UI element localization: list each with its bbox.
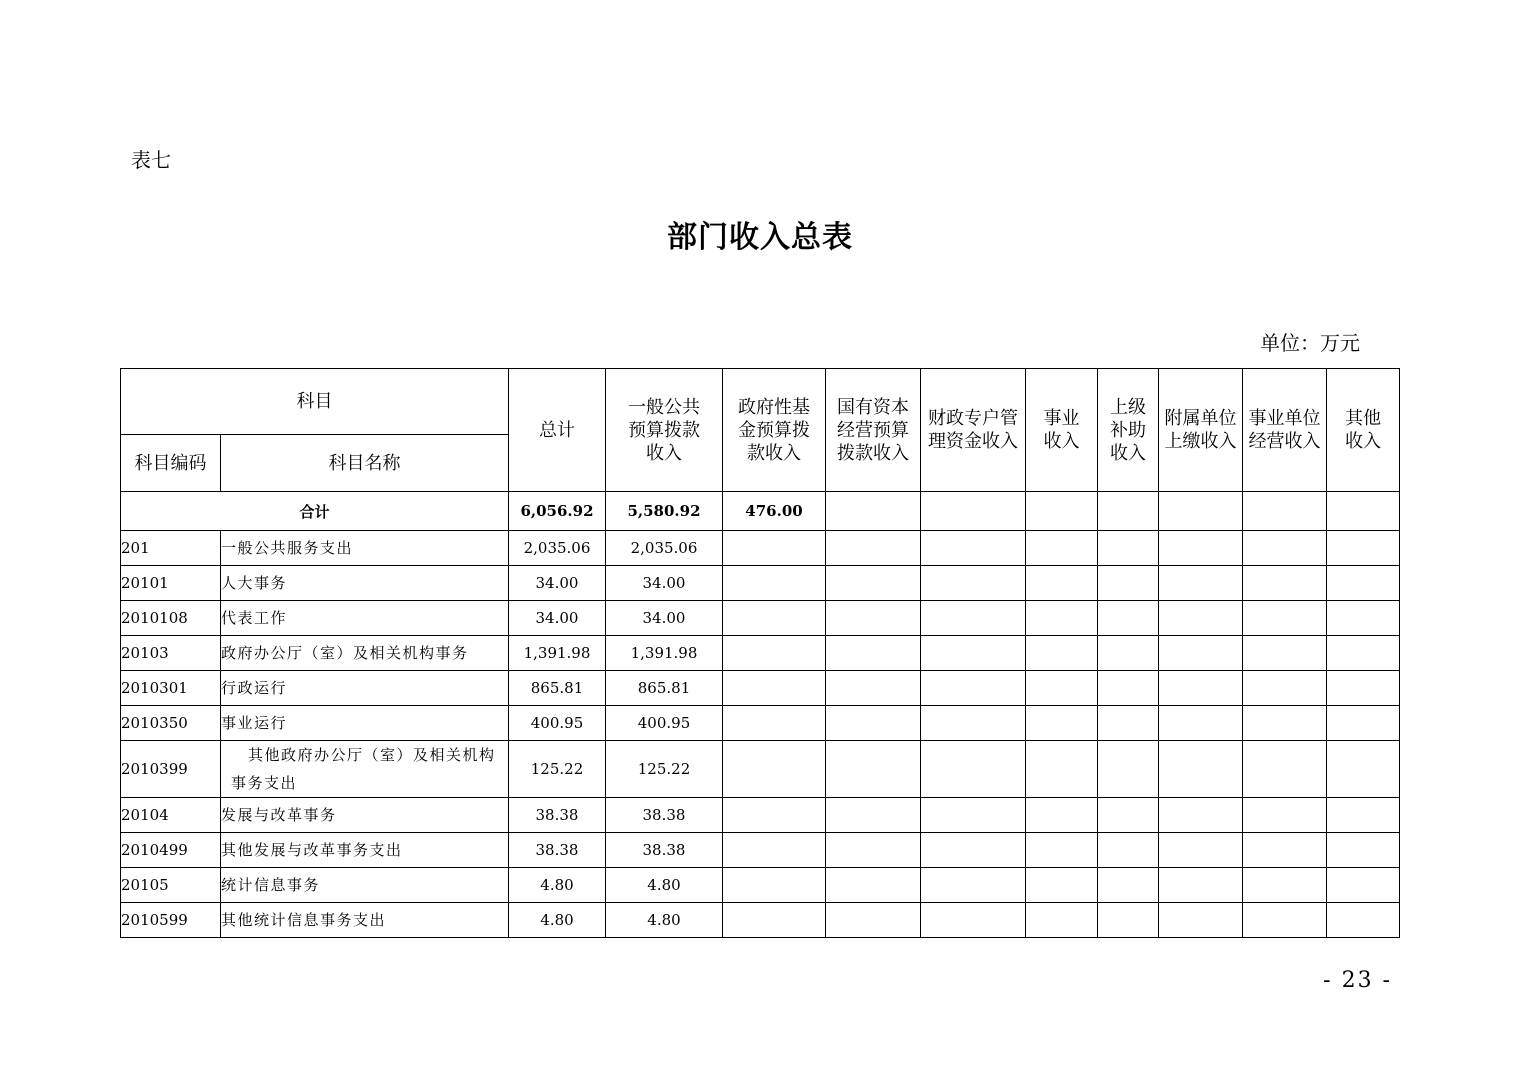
row-general-budget: 38.38 (606, 798, 723, 833)
header-gov-fund: 政府性基金预算拨款收入 (723, 369, 826, 492)
row-empty-cell (1026, 741, 1098, 798)
row-code: 20101 (121, 566, 221, 601)
row-name: 人大事务 (221, 566, 509, 601)
row-empty-cell (1098, 601, 1159, 636)
row-total: 34.00 (509, 601, 606, 636)
row-total: 125.22 (509, 741, 606, 798)
row-total: 38.38 (509, 798, 606, 833)
total-fiscal-special (921, 492, 1026, 531)
row-empty-cell (1327, 531, 1400, 566)
row-general-budget: 1,391.98 (606, 636, 723, 671)
row-code: 2010499 (121, 833, 221, 868)
row-empty-cell (1243, 868, 1327, 903)
row-empty-cell (826, 798, 921, 833)
row-empty-cell (1327, 706, 1400, 741)
row-empty-cell (1098, 798, 1159, 833)
header-total: 总计 (509, 369, 606, 492)
row-general-budget: 4.80 (606, 868, 723, 903)
row-empty-cell (1159, 636, 1243, 671)
row-empty-cell (921, 798, 1026, 833)
row-empty-cell (1243, 706, 1327, 741)
row-code: 201 (121, 531, 221, 566)
row-empty-cell (1159, 868, 1243, 903)
row-empty-cell (921, 566, 1026, 601)
row-empty-cell (1026, 636, 1098, 671)
row-empty-cell (921, 903, 1026, 938)
row-code: 20105 (121, 868, 221, 903)
row-empty-cell (1327, 566, 1400, 601)
row-general-budget: 34.00 (606, 601, 723, 636)
row-name: 其他发展与改革事务支出 (221, 833, 509, 868)
row-empty-cell (826, 601, 921, 636)
total-affiliated-remit (1159, 492, 1243, 531)
total-total: 6,056.92 (509, 492, 606, 531)
header-subject-name: 科目名称 (221, 435, 509, 492)
row-empty-cell (1026, 601, 1098, 636)
row-code: 2010599 (121, 903, 221, 938)
row-empty-cell (826, 566, 921, 601)
row-empty-cell (1159, 531, 1243, 566)
row-general-budget: 865.81 (606, 671, 723, 706)
header-other: 其他收入 (1327, 369, 1400, 492)
row-empty-cell (1026, 903, 1098, 938)
row-empty-cell (1026, 798, 1098, 833)
row-total: 34.00 (509, 566, 606, 601)
row-empty-cell (723, 566, 826, 601)
row-empty-cell (1243, 531, 1327, 566)
row-empty-cell (1098, 706, 1159, 741)
row-empty-cell (1159, 833, 1243, 868)
row-empty-cell (723, 636, 826, 671)
row-empty-cell (826, 741, 921, 798)
table-row (121, 601, 1400, 636)
total-label: 合计 (121, 492, 509, 531)
row-empty-cell (1159, 741, 1243, 798)
header-subject: 科目 (121, 369, 509, 435)
row-empty-cell (921, 531, 1026, 566)
row-code: 20103 (121, 636, 221, 671)
row-empty-cell (1327, 671, 1400, 706)
row-code: 2010350 (121, 706, 221, 741)
row-empty-cell (921, 706, 1026, 741)
row-empty-cell (723, 601, 826, 636)
row-name: 事业运行 (221, 706, 509, 741)
row-empty-cell (826, 903, 921, 938)
header-superior-subsidy: 上级补助收入 (1098, 369, 1159, 492)
row-total: 1,391.98 (509, 636, 606, 671)
row-name: 发展与改革事务 (221, 798, 509, 833)
row-empty-cell (1327, 833, 1400, 868)
page-title: 部门收入总表 (667, 220, 853, 255)
row-name: 代表工作 (221, 601, 509, 636)
row-empty-cell (723, 706, 826, 741)
table-row (121, 531, 1400, 566)
table-label: 表七 (131, 148, 171, 172)
table-row (121, 903, 1400, 938)
row-empty-cell (1159, 601, 1243, 636)
row-empty-cell (1098, 636, 1159, 671)
row-empty-cell (921, 671, 1026, 706)
row-empty-cell (1159, 671, 1243, 706)
total-superior-subsidy (1098, 492, 1159, 531)
row-code: 2010108 (121, 601, 221, 636)
row-empty-cell (723, 903, 826, 938)
row-empty-cell (921, 636, 1026, 671)
table-row (121, 636, 1400, 671)
row-empty-cell (1243, 903, 1327, 938)
unit-note: 单位：万元 (1260, 331, 1360, 355)
table-row (121, 741, 1400, 798)
total-state-capital (826, 492, 921, 531)
row-empty-cell (1098, 566, 1159, 601)
row-empty-cell (1327, 868, 1400, 903)
table-row (121, 671, 1400, 706)
header-fiscal-special: 财政专户管理资金收入 (921, 369, 1026, 492)
row-empty-cell (1026, 706, 1098, 741)
row-name: 其他统计信息事务支出 (221, 903, 509, 938)
row-empty-cell (1098, 868, 1159, 903)
row-empty-cell (1098, 741, 1159, 798)
row-empty-cell (1327, 798, 1400, 833)
header-general-budget: 一般公共预算拨款收入 (606, 369, 723, 492)
row-empty-cell (1243, 671, 1327, 706)
row-empty-cell (921, 833, 1026, 868)
row-empty-cell (1026, 566, 1098, 601)
row-empty-cell (826, 636, 921, 671)
row-empty-cell (1327, 903, 1400, 938)
row-name: 政府办公厅（室）及相关机构事务 (221, 636, 509, 671)
header-subject-code: 科目编码 (121, 435, 221, 492)
row-empty-cell (1098, 903, 1159, 938)
row-total: 400.95 (509, 706, 606, 741)
row-general-budget: 125.22 (606, 741, 723, 798)
row-empty-cell (1159, 706, 1243, 741)
page-number: - 23 - (1323, 968, 1392, 993)
row-general-budget: 400.95 (606, 706, 723, 741)
row-name: 其他政府办公厅（室）及相关机构事务支出 (221, 741, 509, 798)
table-row (121, 833, 1400, 868)
row-empty-cell (1159, 566, 1243, 601)
row-empty-cell (723, 531, 826, 566)
table-row (121, 798, 1400, 833)
row-total: 38.38 (509, 833, 606, 868)
table-row (121, 706, 1400, 741)
row-empty-cell (723, 868, 826, 903)
row-code: 20104 (121, 798, 221, 833)
row-empty-cell (1243, 798, 1327, 833)
row-empty-cell (1243, 741, 1327, 798)
row-empty-cell (1243, 566, 1327, 601)
row-empty-cell (826, 706, 921, 741)
row-empty-cell (1159, 903, 1243, 938)
row-empty-cell (723, 798, 826, 833)
row-name: 统计信息事务 (221, 868, 509, 903)
row-empty-cell (826, 671, 921, 706)
total-gov-fund: 476.00 (723, 492, 826, 531)
header-business-operation: 事业单位经营收入 (1243, 369, 1327, 492)
row-empty-cell (921, 868, 1026, 903)
row-empty-cell (1098, 671, 1159, 706)
header-state-capital: 国有资本经营预算拨款收入 (826, 369, 921, 492)
row-general-budget: 4.80 (606, 903, 723, 938)
row-empty-cell (723, 741, 826, 798)
row-empty-cell (826, 531, 921, 566)
row-empty-cell (1327, 636, 1400, 671)
row-empty-cell (1327, 741, 1400, 798)
row-empty-cell (723, 671, 826, 706)
row-total: 2,035.06 (509, 531, 606, 566)
row-empty-cell (1098, 531, 1159, 566)
row-code: 2010399 (121, 741, 221, 798)
row-empty-cell (1026, 833, 1098, 868)
header-affiliated-remit: 附属单位上缴收入 (1159, 369, 1243, 492)
row-total: 4.80 (509, 868, 606, 903)
total-row (121, 492, 1400, 531)
row-empty-cell (1026, 531, 1098, 566)
row-total: 4.80 (509, 903, 606, 938)
row-empty-cell (1243, 833, 1327, 868)
row-general-budget: 34.00 (606, 566, 723, 601)
row-general-budget: 38.38 (606, 833, 723, 868)
row-empty-cell (921, 741, 1026, 798)
total-general-budget: 5,580.92 (606, 492, 723, 531)
row-total: 865.81 (509, 671, 606, 706)
row-empty-cell (1159, 798, 1243, 833)
row-empty-cell (1243, 636, 1327, 671)
row-empty-cell (723, 833, 826, 868)
row-empty-cell (1026, 671, 1098, 706)
row-empty-cell (826, 833, 921, 868)
table-row (121, 566, 1400, 601)
row-empty-cell (1327, 601, 1400, 636)
income-summary-table (120, 368, 1400, 938)
row-empty-cell (921, 601, 1026, 636)
total-other (1327, 492, 1400, 531)
row-code: 2010301 (121, 671, 221, 706)
row-empty-cell (1243, 601, 1327, 636)
header-business: 事业收入 (1026, 369, 1098, 492)
row-empty-cell (1026, 868, 1098, 903)
row-empty-cell (1098, 833, 1159, 868)
total-business-operation (1243, 492, 1327, 531)
row-general-budget: 2,035.06 (606, 531, 723, 566)
row-name: 行政运行 (221, 671, 509, 706)
row-empty-cell (826, 868, 921, 903)
row-name: 一般公共服务支出 (221, 531, 509, 566)
table-row (121, 868, 1400, 903)
total-business (1026, 492, 1098, 531)
